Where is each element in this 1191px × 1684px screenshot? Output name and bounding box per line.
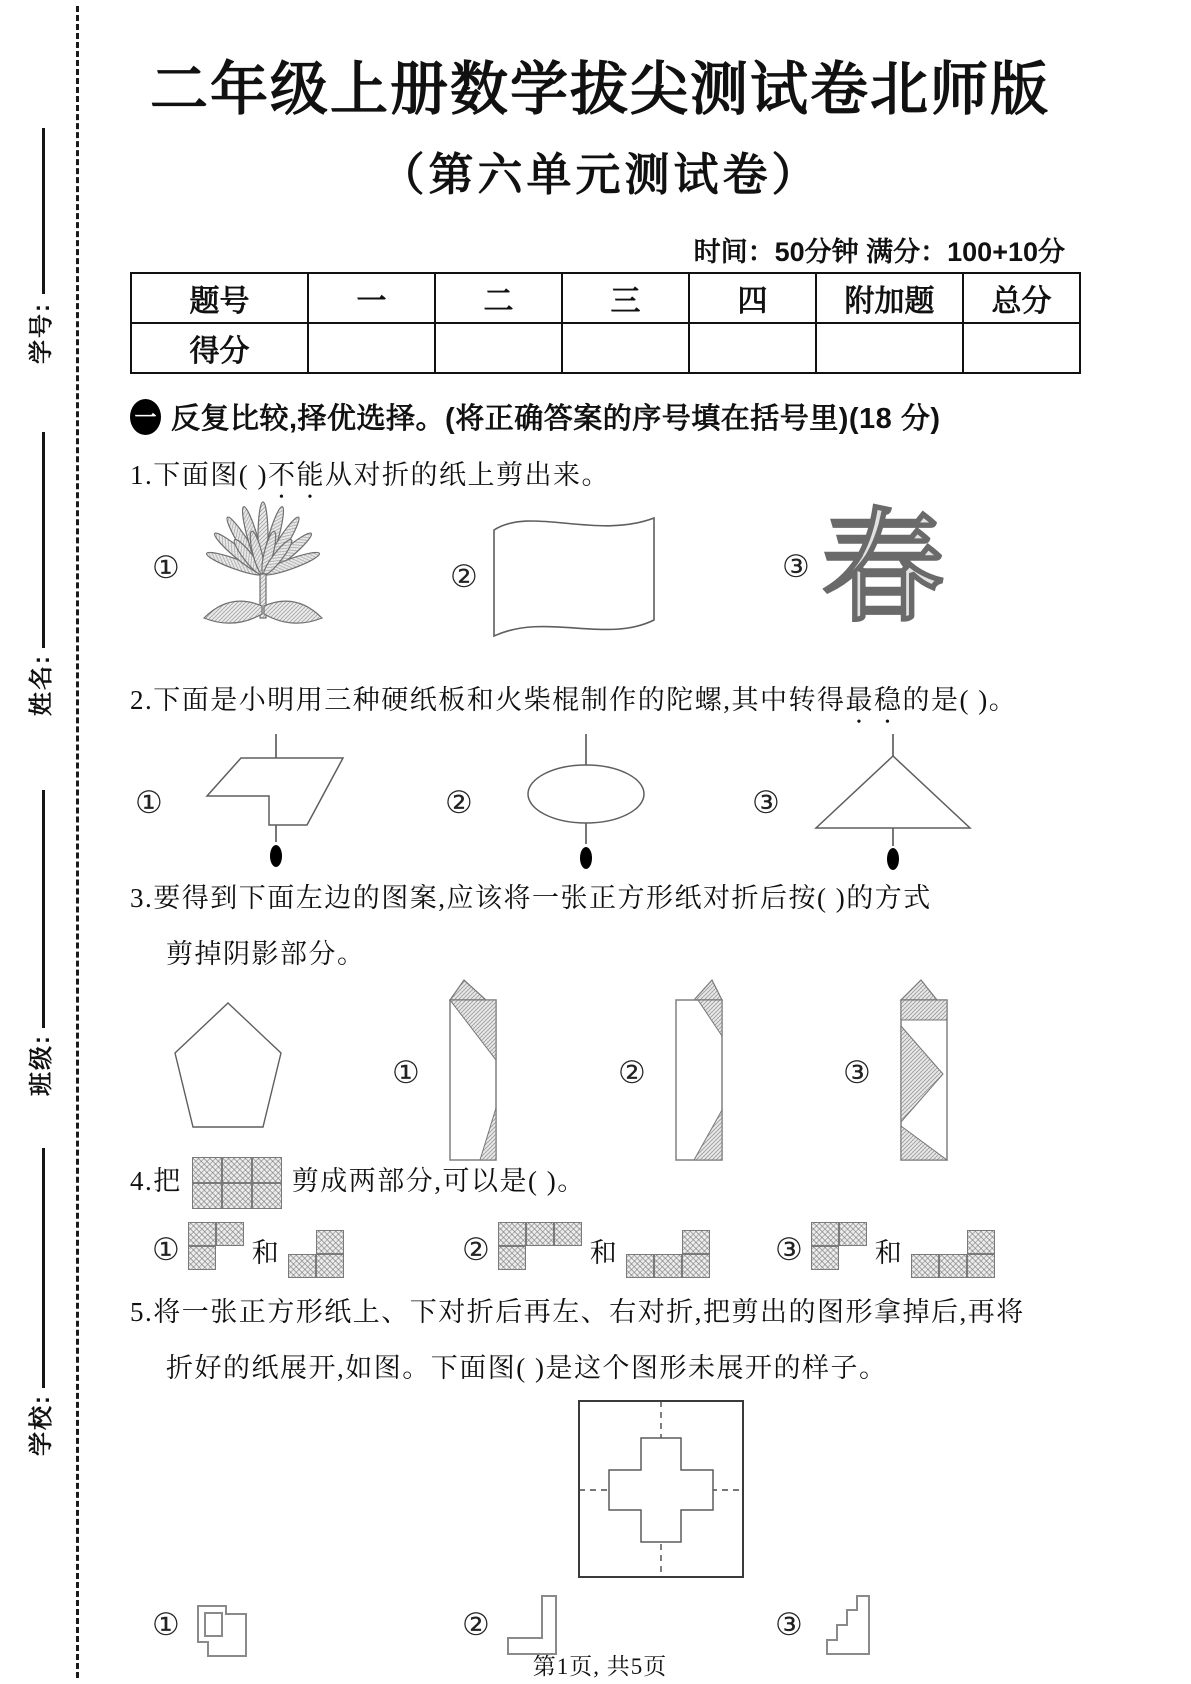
q4-marker-2: ② bbox=[462, 1232, 490, 1267]
q3-marker-3: ③ bbox=[843, 1055, 871, 1090]
q4-piece-3b bbox=[911, 1230, 995, 1278]
q4-piece-1b bbox=[288, 1230, 344, 1278]
col-four: 四 bbox=[689, 273, 816, 323]
q1-option-1 bbox=[152, 500, 338, 635]
margin-dashed-line bbox=[76, 6, 79, 1678]
section-one-heading bbox=[130, 396, 1090, 437]
q4-and-1: 和 bbox=[251, 1237, 281, 1268]
margin-label-class: 班级: bbox=[27, 1034, 55, 1096]
folded-paper-cut-figure-3 bbox=[879, 978, 971, 1168]
q1-marker-2: ② bbox=[450, 559, 478, 594]
q2-option-3 bbox=[752, 730, 993, 875]
q3-marker-2: ② bbox=[618, 1055, 646, 1090]
col-two: 二 bbox=[435, 273, 562, 323]
question-4-text bbox=[130, 1152, 586, 1204]
q1-option-3 bbox=[782, 498, 948, 636]
class-write-line bbox=[42, 790, 45, 1028]
spring-character: 春 bbox=[821, 500, 944, 636]
name-write-line bbox=[42, 432, 45, 648]
score-table-header-row bbox=[131, 273, 1080, 323]
score-label: 得分 bbox=[131, 323, 308, 373]
question-1-text bbox=[130, 453, 610, 505]
margin-label-school: 学校: bbox=[27, 1394, 55, 1456]
col-three: 三 bbox=[562, 273, 689, 323]
q1-marker-3: ③ bbox=[782, 549, 810, 584]
score-cell-four bbox=[689, 323, 816, 373]
q2-text-post: 的是( )。 bbox=[902, 685, 1018, 715]
question-5-line-1: 5.将一张正方形纸上、下对折后再左、右对折,把剪出的图形拿掉后,再将 bbox=[130, 1297, 1025, 1327]
q4-option-1 bbox=[152, 1222, 344, 1278]
q4-text-pre: 4.把 bbox=[130, 1165, 182, 1196]
q4-and-2: 和 bbox=[589, 1237, 619, 1268]
q2-option-1 bbox=[135, 730, 376, 875]
score-cell-three bbox=[562, 323, 689, 373]
pentagon-target-figure bbox=[165, 995, 295, 1135]
margin-label-student-id: 学号: bbox=[27, 302, 55, 364]
question-3-line-1: 3.要得到下面左边的图案,应该将一张正方形纸对折后按( )的方式 bbox=[130, 883, 932, 913]
question-3-line-2: 剪掉阴影部分。 bbox=[166, 939, 366, 969]
score-cell-total bbox=[963, 323, 1080, 373]
margin-label-name: 姓名: bbox=[27, 654, 55, 716]
chrysanthemum-papercut-figure bbox=[188, 500, 338, 635]
col-total: 总分 bbox=[963, 273, 1080, 323]
folded-paper-cut-figure-2 bbox=[654, 978, 746, 1168]
score-cell-two bbox=[435, 323, 562, 373]
q4-shaded-grid-3x2 bbox=[192, 1157, 282, 1209]
q1-option-2 bbox=[450, 512, 661, 642]
q2-marker-3: ③ bbox=[752, 784, 780, 820]
score-table-score-row bbox=[131, 323, 1080, 373]
col-one: 一 bbox=[308, 273, 435, 323]
section-title: 反复比较,择优选择。(将正确答案的序号填在括号里)(18 分) bbox=[171, 403, 941, 435]
page-number-footer: 第1页, 共5页 bbox=[532, 1654, 668, 1679]
question-5-line-2: 折好的纸展开,如图。下面图( )是这个图形未展开的样子。 bbox=[166, 1353, 888, 1383]
time-score-info: 时间：50分钟 满分：100+10分 bbox=[693, 237, 1065, 267]
q2-text-emphasis: 最稳 bbox=[845, 685, 903, 715]
flag-papercut-figure bbox=[486, 512, 661, 642]
q4-option-2 bbox=[462, 1222, 710, 1278]
spinner-quadrilateral-figure bbox=[171, 730, 376, 875]
page-title: 二年级上册数学拔尖测试卷北师版 bbox=[149, 57, 1050, 122]
page-subtitle: （第六单元测试卷） bbox=[379, 149, 821, 200]
q2-text-pre: 2.下面是小明用三种硬纸板和火柴棍制作的陀螺,其中转得 bbox=[130, 685, 846, 715]
q4-piece-2b bbox=[626, 1230, 710, 1278]
folded-paper-cut-figure-1 bbox=[428, 978, 520, 1168]
q4-text-post: 剪成两部分,可以是( )。 bbox=[291, 1165, 586, 1196]
q4-marker-3: ③ bbox=[775, 1232, 803, 1267]
q1-text-pre: 1.下面图( ) bbox=[130, 460, 268, 490]
section-number-badge: 一 bbox=[130, 399, 161, 435]
col-question-number: 题号 bbox=[131, 273, 308, 323]
student-id-write-line bbox=[42, 128, 45, 294]
score-cell-bonus bbox=[816, 323, 963, 373]
score-table bbox=[130, 272, 1081, 374]
q4-marker-1: ① bbox=[152, 1232, 180, 1267]
q5-marker-2: ② bbox=[462, 1607, 490, 1642]
q2-marker-1: ① bbox=[135, 784, 163, 820]
q2-marker-2: ② bbox=[445, 784, 473, 820]
q4-and-3: 和 bbox=[874, 1237, 904, 1268]
q3-option-3 bbox=[843, 978, 971, 1168]
q4-piece-2a bbox=[498, 1222, 582, 1270]
q1-text-emphasis: 不能 bbox=[267, 460, 325, 490]
q3-option-1 bbox=[392, 978, 520, 1168]
q4-piece-1a bbox=[188, 1222, 244, 1270]
q4-piece-3a bbox=[811, 1222, 867, 1270]
school-write-line bbox=[42, 1148, 45, 1388]
q3-marker-1: ① bbox=[392, 1055, 420, 1090]
q5-marker-3: ③ bbox=[775, 1607, 803, 1642]
spring-character-papercut-figure bbox=[818, 498, 948, 636]
q3-option-2 bbox=[618, 978, 746, 1168]
spinner-ellipse-figure bbox=[481, 730, 686, 875]
q4-option-3 bbox=[775, 1222, 995, 1278]
spinner-triangle-figure bbox=[788, 730, 993, 875]
q1-text-post: 从对折的纸上剪出来。 bbox=[324, 460, 610, 490]
folded-square-with-cross-hole-figure bbox=[576, 1398, 746, 1580]
q5-marker-1: ① bbox=[152, 1607, 180, 1642]
score-cell-one bbox=[308, 323, 435, 373]
col-bonus: 附加题 bbox=[816, 273, 963, 323]
q1-marker-1: ① bbox=[152, 549, 180, 585]
q2-option-2 bbox=[445, 730, 686, 875]
question-2-text bbox=[130, 678, 1017, 730]
